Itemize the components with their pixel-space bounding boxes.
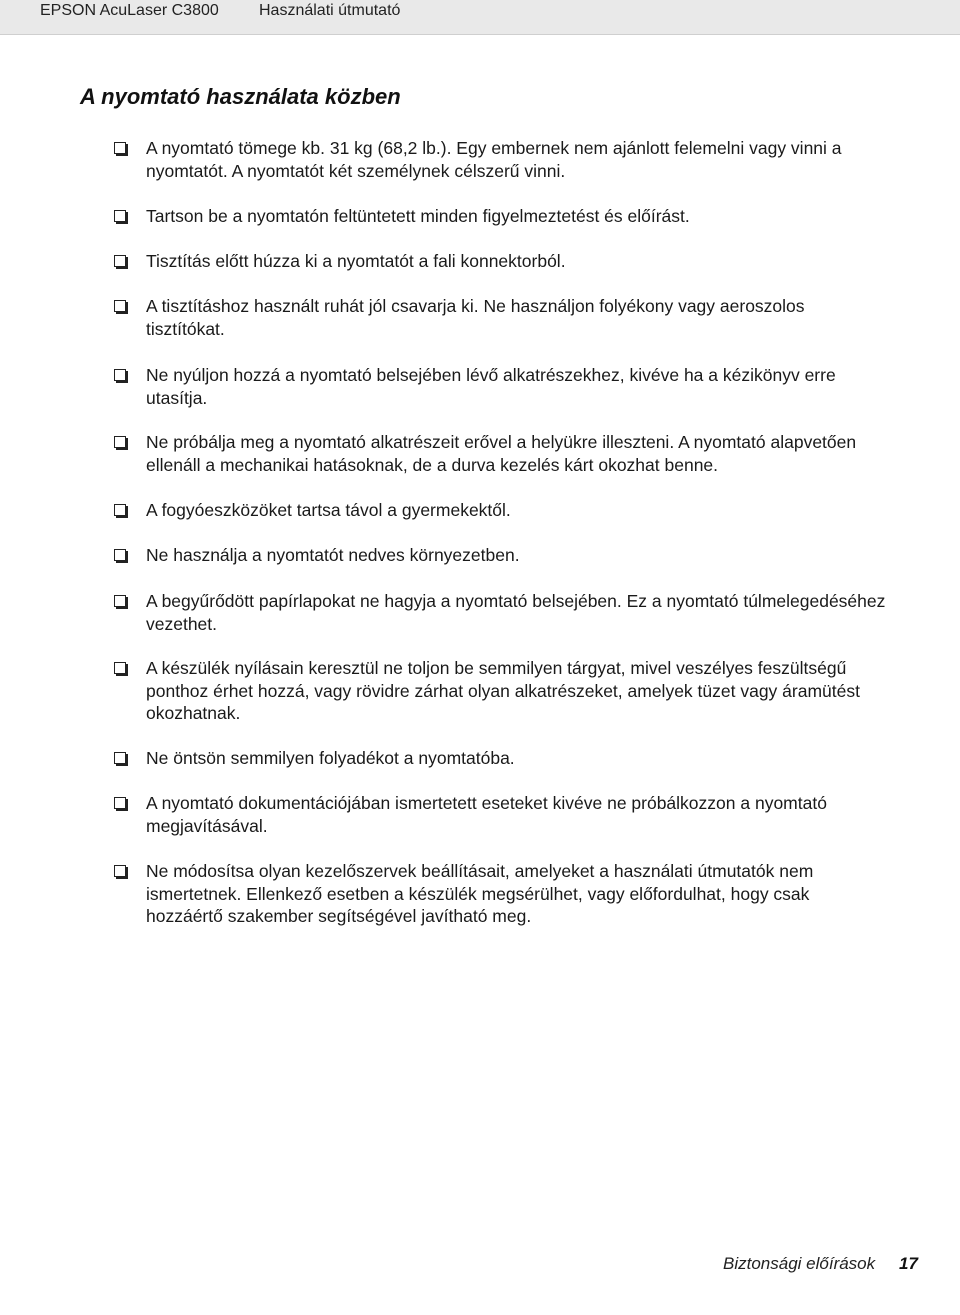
checkbox-bullet-icon bbox=[114, 549, 126, 561]
list-item-text: Ne nyúljon hozzá a nyomtató belsejében lévő alkatrészekhez, kivéve ha a kézikönyv erre utasítja. bbox=[146, 365, 836, 408]
list-item-text: Tisztítás előtt húzza ki a nyomtatót a fali konnektorból. bbox=[146, 251, 566, 271]
checkbox-bullet-icon bbox=[114, 142, 126, 154]
checkbox-bullet-icon bbox=[114, 797, 126, 809]
checkbox-bullet-icon bbox=[114, 865, 126, 877]
checkbox-bullet-icon bbox=[114, 210, 126, 222]
checkbox-bullet-icon bbox=[114, 752, 126, 764]
page-header bbox=[0, 0, 960, 35]
list-item-text: Ne próbálja meg a nyomtató alkatrészeit erővel a helyükre illeszteni. A nyomtató alapvetően ellenáll a mechanikai hatásoknak, de a durva kezelés kárt okozhat benne. bbox=[146, 432, 857, 475]
list-item-text: A nyomtató tömege kb. 31 kg (68,2 lb.). Egy embernek nem ajánlott felemelni vagy vinni a nyomtatót. A nyomtatót két személynek célszerű vinni. bbox=[146, 138, 842, 181]
section-title: A nyomtató használata közben bbox=[80, 84, 401, 109]
checkbox-bullet-icon bbox=[114, 436, 126, 448]
checkbox-bullet-icon bbox=[114, 662, 126, 674]
list-item-text: A fogyóeszközöket tartsa távol a gyermekektől. bbox=[146, 500, 511, 520]
list-item-text: A tisztításhoz használt ruhát jól csavarja ki. Ne használjon folyékony vagy aeroszolos tisztítókat. bbox=[146, 296, 805, 339]
list-item-text: Ne használja a nyomtatót nedves környezetben. bbox=[146, 545, 520, 565]
checkbox-bullet-icon bbox=[114, 300, 126, 312]
checkbox-bullet-icon bbox=[114, 255, 126, 267]
checkbox-bullet-icon bbox=[114, 369, 126, 381]
checkbox-bullet-icon bbox=[114, 595, 126, 607]
list-item-text: Ne öntsön semmilyen folyadékot a nyomtatóba. bbox=[146, 748, 515, 768]
list-item-text: Tartson be a nyomtatón feltüntetett minden figyelmeztetést és előírást. bbox=[146, 206, 690, 226]
manual-name: Használati útmutató bbox=[259, 2, 401, 19]
checkbox-bullet-icon bbox=[114, 504, 126, 516]
page-number: 17 bbox=[899, 1254, 918, 1273]
list-item-text: Ne módosítsa olyan kezelőszervek beállításait, amelyeket a használati útmutatók nem ismertetnek. Ellenkező esetben a készülék megsérülhet, vagy előfordulhat, hogy csak hozzáértő szakember segítségével javítható meg. bbox=[146, 861, 814, 926]
list-item-text: A begyűrődött papírlapokat ne hagyja a nyomtató belsejében. Ez a nyomtató túlmelegedéséhez vezethet. bbox=[146, 591, 886, 634]
product-name: EPSON AcuLaser C3800 bbox=[40, 2, 219, 19]
list-item-text: A készülék nyílásain keresztül ne toljon be semmilyen tárgyat, mivel veszélyes feszültségű ponthoz érhet hozzá, vagy rövidre zárhat olyan alkatrészeket, amelyek tüzet vagy áramütést okozhatnak. bbox=[146, 658, 860, 723]
footer-section-title: Biztonsági előírások bbox=[723, 1254, 876, 1273]
list-item-text: A nyomtató dokumentációjában ismertetett eseteket kivéve ne próbálkozzon a nyomtató megjavításával. bbox=[146, 793, 827, 836]
